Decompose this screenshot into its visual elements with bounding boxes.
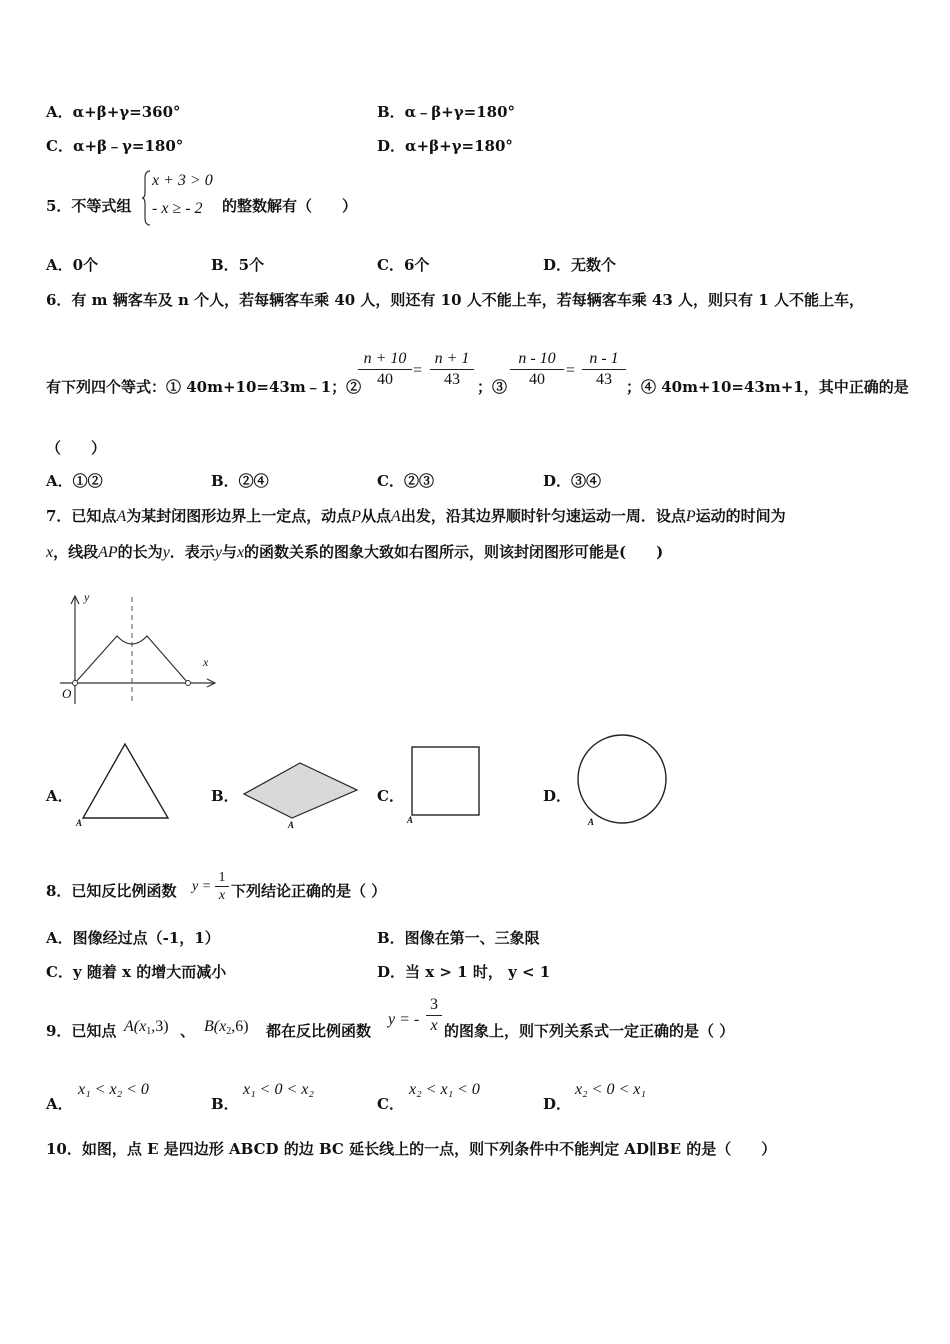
q8-function-y: y = [192, 879, 212, 894]
q5-stem-tail: 的整数解有（ ） [222, 197, 358, 215]
q9-option-a-expr: x₁ < x₂ < 0 [78, 1081, 149, 1098]
q7-circle-shape [572, 730, 672, 830]
q9-option-d-expr: x₂ < 0 < x₁ [575, 1081, 646, 1098]
q7-triangle-vertex-label: A [76, 818, 83, 828]
q6-option-b: B．②④ [211, 472, 269, 490]
q7-square-shape [407, 742, 487, 822]
q9-option-c: C． [377, 1095, 404, 1113]
q9-option-d: D． [543, 1095, 572, 1113]
q8-stem: 8．已知反比例函数 [46, 882, 177, 900]
q6-equals-2: = [566, 362, 576, 379]
q8-stem-tail: 下列结论正确的是（ ） [231, 882, 387, 900]
q7-circle-vertex-label: A [588, 817, 595, 827]
q10-stem: 10．如图，点 E 是四边形 ABCD 的边 BC 延长线上的一点，则下列条件中不能判定 AD∥BE 的是（ ） [46, 1140, 777, 1158]
q9-option-b-expr: x₁ < 0 < x₂ [243, 1081, 314, 1098]
q7-option-a: A． [46, 787, 73, 805]
q9-stem-mid: 都在反比例函数 [266, 1022, 372, 1040]
q5-option-c: C．6个 [377, 256, 430, 274]
q5-option-a: A．0个 [46, 256, 99, 274]
q5-inequality-1: x + 3 > 0 [152, 172, 213, 189]
q8-option-c: C．y 随着 x 的增大而减小 [46, 963, 227, 981]
q9-option-a: A． [46, 1095, 73, 1113]
q6-equals-1: = [413, 362, 423, 379]
q6-separator: ；③ [477, 378, 508, 396]
q7-graph-y-label: y [84, 590, 90, 604]
q7-function-graph [55, 592, 225, 712]
q6-option-c: C．②③ [377, 472, 434, 490]
q4-option-c: C．α+β﹣γ=180° [46, 137, 184, 155]
q8-fraction: $\frac{1}{x}$ [215, 870, 229, 905]
q7-rhombus-shape [240, 760, 365, 830]
q5-option-d: D．无数个 [543, 256, 617, 274]
q6-fraction-2: $\frac{n + 1}{43}$ [430, 350, 474, 390]
q7-rhombus-vertex-label: A [288, 820, 295, 830]
q6-option-a: A．①② [46, 472, 103, 490]
q9-option-b: B． [211, 1095, 239, 1113]
q8-option-a: A．图像经过点（-1，1） [46, 929, 220, 947]
q4-option-b: B．α﹣β+γ=180° [377, 103, 516, 121]
q8-option-d: D．当 x > 1 时， y < 1 [377, 963, 551, 981]
q7-square-vertex-label: A [407, 815, 414, 825]
q6-stem-line2: 有下列四个等式：① 40m+10=43m﹣1；② [46, 378, 362, 396]
q5-stem: 5．不等式组 [46, 197, 132, 215]
q7-triangle-shape [78, 740, 178, 830]
q7-option-c: C． [377, 787, 404, 805]
q6-fraction-4: $\frac{n - 1}{43}$ [582, 350, 626, 390]
q9-stem-tail: 的图象上，则下列关系式一定正确的是（ ） [444, 1022, 735, 1040]
q6-option-d: D．③④ [543, 472, 602, 490]
q6-answer-paren: （ ） [46, 439, 107, 457]
q9-point-a: $A(x_1,3)$ [124, 1018, 169, 1037]
q8-option-b: B．图像在第一、三象限 [377, 929, 540, 947]
q5-option-b: B．5个 [211, 256, 265, 274]
q4-option-a: A．α+β+γ=360° [46, 103, 181, 121]
q7-option-b: B． [211, 787, 239, 805]
q9-function-y: y = - [388, 1011, 420, 1028]
q9-option-c-expr: x₂ < x₁ < 0 [409, 1081, 480, 1098]
q7-option-d: D． [543, 787, 572, 805]
q7-stem-line1: 7．已知点A为某封闭图形边界上一定点，动点P从点A出发，沿其边界顺时针匀速运动一周．设点P运动的时间为 [46, 507, 786, 525]
q9-point-b: $B(x_2,6)$ [204, 1018, 249, 1037]
q6-fraction-3: $\frac{n - 10}{40}$ [510, 350, 564, 390]
q6-stem-line2-tail: ；④ 40m+10=43m+1，其中正确的是 [626, 378, 909, 396]
q9-separator: 、 [180, 1022, 196, 1040]
q9-stem: 9．已知点 [46, 1022, 117, 1040]
q5-inequality-2: - x ≥ - 2 [152, 200, 203, 217]
q6-stem-line1: 6．有 m 辆客车及 n 个人，若每辆客车乘 40 人，则还有 10 人不能上车，若每辆客车乘 43 人，则只有 1 人不能上车， [46, 291, 864, 309]
q5-brace [142, 170, 152, 226]
q7-graph-x-label: x [203, 655, 209, 669]
q7-stem-line2: x，线段AP的长为y．表示y与x的函数关系的图象大致如右图所示，则该封闭图形可能是( ) [46, 543, 664, 561]
q6-fraction-1: $\frac{n + 10}{40}$ [358, 350, 412, 390]
q7-graph-origin: O [62, 686, 72, 701]
q9-fraction: $\frac{3}{x}$ [426, 996, 442, 1036]
q4-option-d: D．α+β+γ=180° [377, 137, 513, 155]
